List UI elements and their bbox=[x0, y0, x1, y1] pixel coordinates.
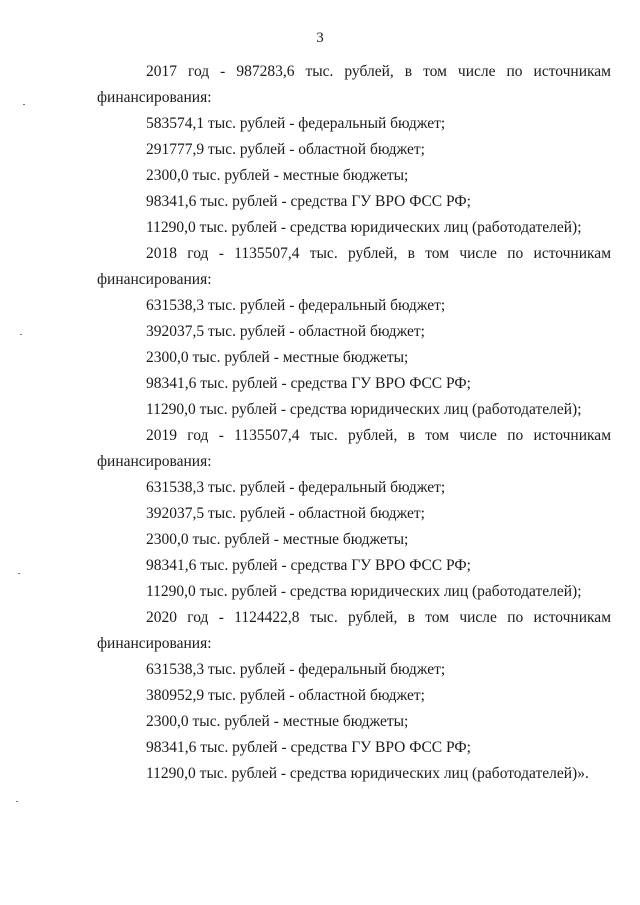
funding-item-regional: 291777,9 тыс. рублей - областной бюджет; bbox=[146, 141, 425, 158]
funding-section-2019 bbox=[97, 423, 611, 605]
funding-item-regional: 380952,9 тыс. рублей - областной бюджет; bbox=[146, 687, 425, 704]
year-total-continuation: финансирования: bbox=[97, 271, 212, 288]
year-total-continuation: финансирования: bbox=[97, 453, 212, 470]
funding-item-fss: 98341,6 тыс. рублей - средства ГУ ВРО ФСС РФ; bbox=[146, 739, 471, 756]
funding-section-2018 bbox=[97, 241, 611, 423]
funding-item-federal: 631538,3 тыс. рублей - федеральный бюджет; bbox=[146, 479, 446, 496]
funding-item-regional: 392037,5 тыс. рублей - областной бюджет; bbox=[146, 505, 425, 522]
scan-artifact bbox=[20, 334, 22, 335]
funding-item-local: 2300,0 тыс. рублей - местные бюджеты; bbox=[146, 167, 409, 184]
funding-item-local: 2300,0 тыс. рублей - местные бюджеты; bbox=[146, 531, 409, 548]
funding-item-federal: 583574,1 тыс. рублей - федеральный бюджет; bbox=[146, 115, 446, 132]
scan-artifact bbox=[23, 104, 25, 105]
document-body bbox=[97, 59, 611, 787]
page-number: 3 bbox=[316, 30, 324, 46]
year-total-line: 2020 год - 1124422,8 тыс. рублей, в том числе по источникам bbox=[146, 609, 611, 626]
funding-item-fss: 98341,6 тыс. рублей - средства ГУ ВРО ФСС РФ; bbox=[146, 375, 471, 392]
funding-item-employers: 11290,0 тыс. рублей - средства юридических лиц (работодателей)». bbox=[146, 765, 589, 782]
scan-artifact bbox=[16, 801, 18, 802]
funding-item-local: 2300,0 тыс. рублей - местные бюджеты; bbox=[146, 349, 409, 366]
funding-item-fss: 98341,6 тыс. рублей - средства ГУ ВРО ФСС РФ; bbox=[146, 193, 471, 210]
funding-item-fss: 98341,6 тыс. рублей - средства ГУ ВРО ФСС РФ; bbox=[146, 557, 471, 574]
funding-section-2020 bbox=[97, 605, 611, 787]
year-total-line: 2017 год - 987283,6 тыс. рублей, в том числе по источникам bbox=[146, 63, 611, 80]
funding-item-regional: 392037,5 тыс. рублей - областной бюджет; bbox=[146, 323, 425, 340]
year-total-continuation: финансирования: bbox=[97, 89, 212, 106]
funding-item-employers: 11290,0 тыс. рублей - средства юридических лиц (работодателей); bbox=[146, 401, 582, 418]
year-total-continuation: финансирования: bbox=[97, 635, 212, 652]
funding-item-local: 2300,0 тыс. рублей - местные бюджеты; bbox=[146, 713, 409, 730]
funding-item-federal: 631538,3 тыс. рублей - федеральный бюджет; bbox=[146, 661, 446, 678]
funding-section-2017 bbox=[97, 59, 611, 241]
year-total-line: 2018 год - 1135507,4 тыс. рублей, в том числе по источникам bbox=[146, 245, 611, 262]
funding-item-federal: 631538,3 тыс. рублей - федеральный бюджет; bbox=[146, 297, 446, 314]
scan-artifact bbox=[18, 573, 20, 574]
funding-item-employers: 11290,0 тыс. рублей - средства юридических лиц (работодателей); bbox=[146, 583, 582, 600]
year-total-line: 2019 год - 1135507,4 тыс. рублей, в том числе по источникам bbox=[146, 427, 611, 444]
funding-item-employers: 11290,0 тыс. рублей - средства юридических лиц (работодателей); bbox=[146, 219, 582, 236]
